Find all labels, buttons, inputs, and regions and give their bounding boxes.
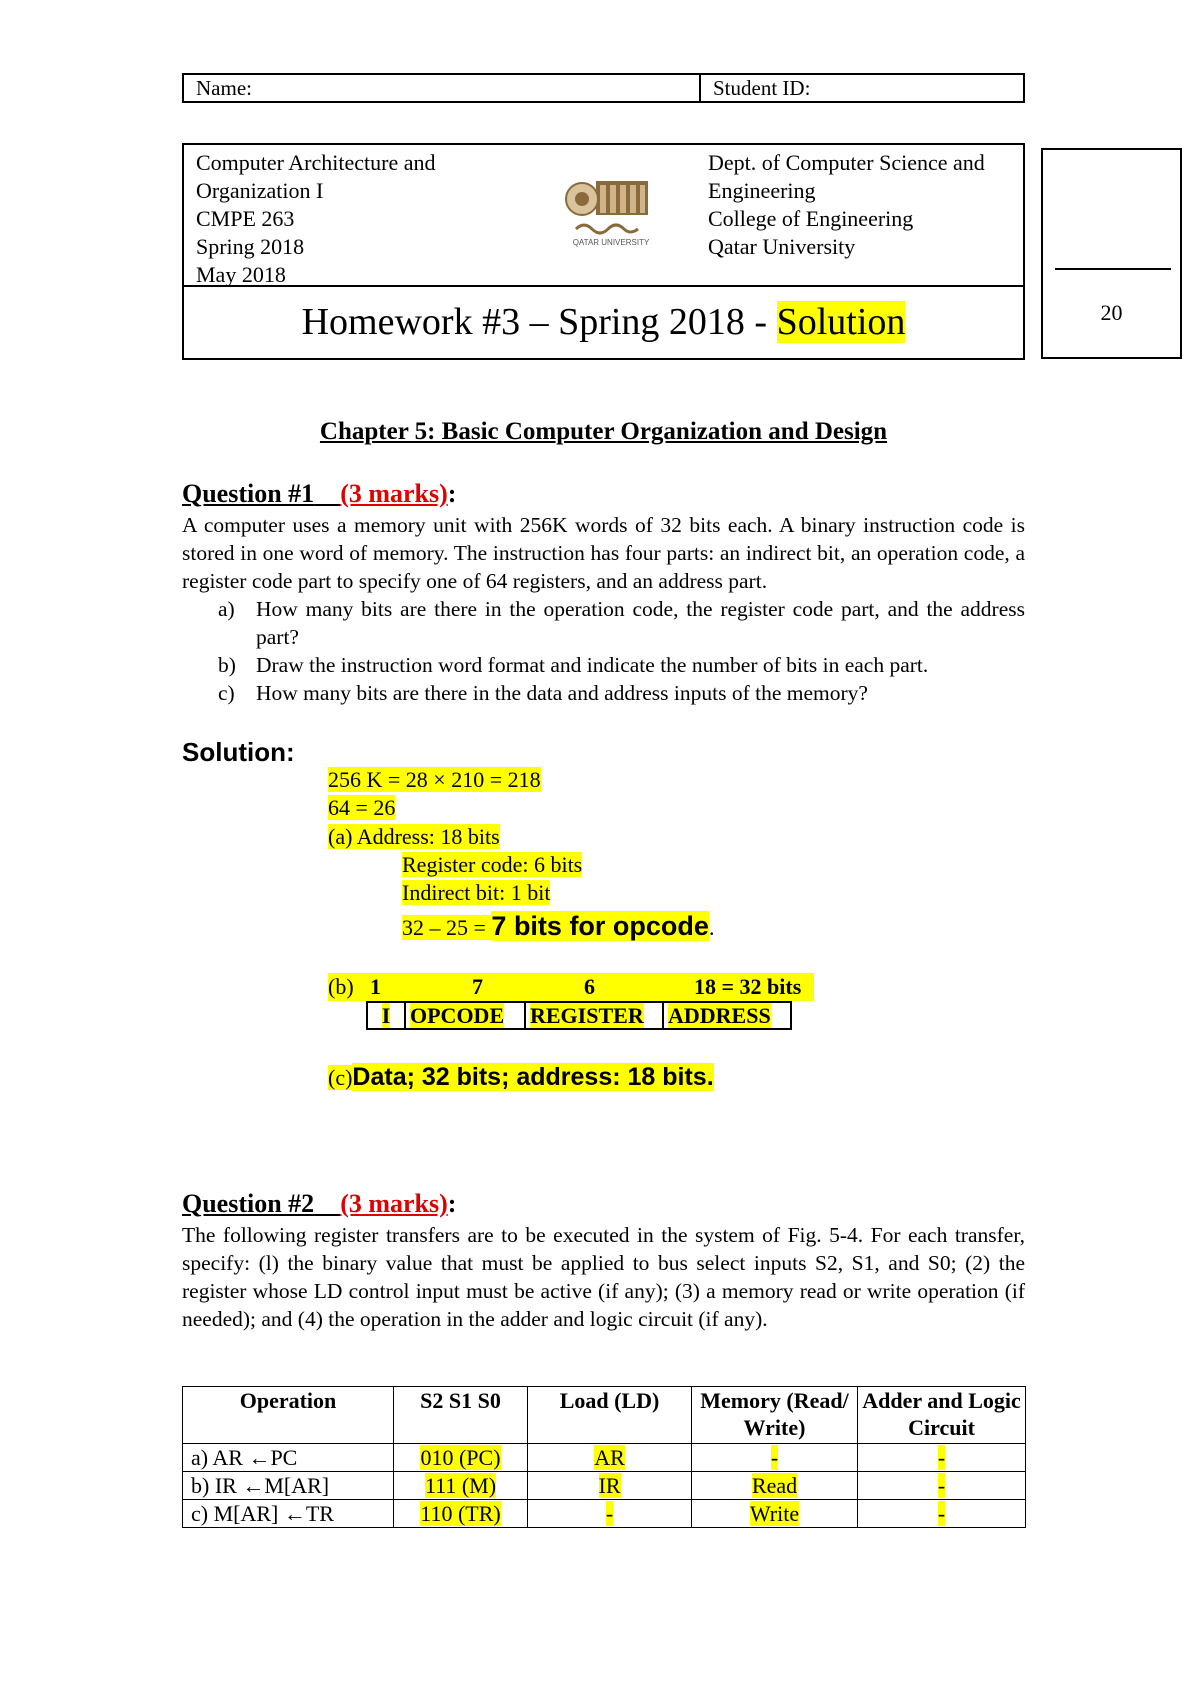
- dept-line: College of Engineering: [708, 206, 914, 231]
- table-row: [183, 1444, 1026, 1472]
- name-id-row: [182, 73, 1025, 103]
- adder-cell: -: [858, 1472, 1026, 1500]
- solution-line: (a) Address: 18 bits: [328, 824, 500, 849]
- course-line: CMPE 263: [196, 206, 295, 231]
- dept-line: Qatar University: [708, 234, 856, 259]
- solution-line: 256 K = 28 × 210 = 218: [328, 767, 541, 792]
- table-row: [183, 1472, 1026, 1500]
- adder-cell: -: [858, 1500, 1026, 1528]
- question-1-item-b: b) Draw the instruction word format and indicate the number of bits in each part.: [218, 653, 929, 677]
- course-line: Spring 2018: [196, 234, 305, 259]
- question-1-heading: [182, 479, 456, 509]
- table-row: [183, 1500, 1026, 1528]
- course-line: Computer Architecture and: [196, 150, 436, 175]
- question-1-item-c: c) How many bits are there in the data and address inputs of the memory?: [218, 681, 868, 705]
- adder-cell: -: [858, 1444, 1026, 1472]
- solution-highlight: Solution: [776, 301, 906, 343]
- load-cell: IR: [528, 1472, 692, 1500]
- column-header: Adder and Logic Circuit: [858, 1387, 1026, 1444]
- homework-title-text: Homework #3 – Spring 2018 -: [301, 301, 777, 343]
- format-bit-counts: (b) 1 7 6 18 = 32 bits: [328, 973, 814, 1001]
- column-header: Operation: [183, 1387, 394, 1444]
- question-2-label: Question #2: [182, 1189, 315, 1218]
- question-1-colon: :: [447, 479, 457, 508]
- course-info: [196, 149, 435, 289]
- question-2-marks: (3 marks): [340, 1189, 448, 1218]
- qatar-university-logo: [556, 177, 666, 249]
- solution-heading: Solution:: [182, 737, 295, 767]
- part-c-answer: (c)Data; 32 bits; address: 18 bits.: [328, 1063, 714, 1091]
- load-cell: -: [528, 1500, 692, 1528]
- question-2-colon: :: [447, 1189, 457, 1218]
- question-1-body: [182, 511, 1025, 707]
- dept-line: Engineering: [708, 178, 816, 203]
- memory-cell: -: [692, 1444, 858, 1472]
- question-2-text: The following register transfers are to be executed in the system of Fig. 5-4. For each transfer, specify: (l) the binary value that must be applied to bus select inputs S2, S1, and S0; (2) the register whose LD control input must be active (if any); (3) a memory read or write operation (if needed); and (4) the operation in the adder and logic circuit (if any).: [182, 1223, 1025, 1331]
- solution-line: Indirect bit: 1 bit: [402, 880, 551, 905]
- instruction-format-table: [366, 1001, 792, 1030]
- format-cell-register: REGISTER: [525, 1002, 663, 1029]
- course-line: Organization I: [196, 178, 324, 203]
- question-2-heading: [182, 1189, 456, 1219]
- bus-select-cell: 110 (TR): [394, 1500, 528, 1528]
- score-divider: [1055, 268, 1171, 270]
- bus-select-cell: 010 (PC): [394, 1444, 528, 1472]
- format-cell-opcode: OPCODE: [405, 1002, 525, 1029]
- operation-cell: c) M[AR] ←TR: [183, 1500, 394, 1528]
- homework-title: [184, 293, 1023, 351]
- student-id-field: Student ID:: [713, 76, 811, 100]
- question-1-text: A computer uses a memory unit with 256K words of 32 bits each. A binary instruction code is stored in one word of memory. The instruction has four parts: an indirect bit, an operation code, a register code part to specify one of 64 registers, and an address part.: [182, 513, 1025, 593]
- chapter-title: Chapter 5: Basic Computer Organization and Design: [319, 418, 888, 445]
- column-header: Load (LD): [528, 1387, 692, 1444]
- format-cell-indirect: I: [367, 1002, 405, 1029]
- load-cell: AR: [528, 1444, 692, 1472]
- solution-line: Register code: 6 bits: [402, 852, 583, 877]
- score-box: [1041, 148, 1182, 359]
- memory-cell: Read: [692, 1472, 858, 1500]
- question-1-marks: (3 marks): [340, 479, 448, 508]
- header-box: [182, 143, 1025, 360]
- question-2-body: [182, 1221, 1025, 1333]
- total-score: 20: [1100, 300, 1123, 325]
- svg-text:QATAR UNIVERSITY: QATAR UNIVERSITY: [572, 238, 650, 247]
- dept-line: Dept. of Computer Science and: [708, 150, 985, 175]
- column-header: S2 S1 S0: [394, 1387, 528, 1444]
- course-line: May 2018: [196, 262, 286, 287]
- name-field: Name:: [184, 75, 701, 101]
- question-1-item-a: a) How many bits are there in the operation code, the register code part, and the address part?: [218, 597, 1025, 649]
- register-transfer-table: [182, 1386, 1026, 1528]
- header-info: [184, 145, 1023, 287]
- question-1-label: Question #1: [182, 479, 315, 508]
- operation-cell: b) IR ←M[AR]: [183, 1472, 394, 1500]
- bus-select-cell: 111 (M): [394, 1472, 528, 1500]
- solution-line: 64 = 26: [328, 795, 396, 820]
- memory-cell: Write: [692, 1500, 858, 1528]
- opcode-result: 32 – 25 = 7 bits for opcode.: [402, 911, 715, 941]
- operation-cell: a) AR ←PC: [183, 1444, 394, 1472]
- format-cell-address: ADDRESS: [663, 1002, 791, 1029]
- department-info: [708, 149, 985, 261]
- column-header: Memory (Read/ Write): [692, 1387, 858, 1444]
- table-header-row: [183, 1387, 1026, 1444]
